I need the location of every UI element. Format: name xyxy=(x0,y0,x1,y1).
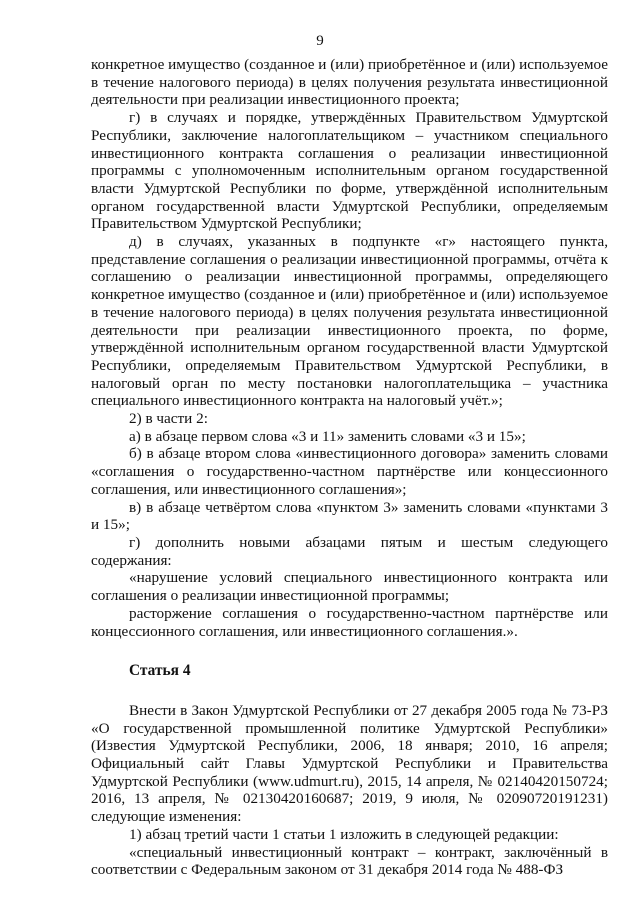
paragraph: «специальный инвестиционный контракт – контракт, заключённый в соответствии с Федеральным законом от 31 декабря 2014 года № 488-ФЗ xyxy=(91,843,608,879)
text-block-before xyxy=(91,56,608,640)
page-number: 9 xyxy=(316,33,324,49)
paragraph: Внести в Закон Удмуртской Республики от 27 декабря 2005 года № 73-РЗ «О государственной промышленной политике Удмуртской Республики» (Известия Удмуртской Республики, 2006, 18 января; 2010, 16 апреля; Официальный сайт Главы Удмуртской Республики и Правительства Удмуртской Республики (www.udmurt.ru), 2015, 14 апреля, № 02140420150724; 2016, 13 апреля, № 02130420160687; 2019, 9 июля, № 02090720191231) следующие изменения: xyxy=(91,701,608,826)
paragraph: г) в случаях и порядке, утверждённых Правительством Удмуртской Республики, заключение налогоплательщиком – участником специального инвестиционного контракта соглашения о реализации инвестиционной программы с уполномоченным исполнительным органом государственной власти Удмуртской Республики по форме, утверждённой исполнительным органом государственной власти Удмуртской Республики, определяемым Правительством Удмуртской Республики; xyxy=(91,109,608,233)
paragraph: а) в абзаце первом слова «3 и 11» заменить словами «3 и 15»; xyxy=(129,427,526,445)
article-heading: Статья 4 xyxy=(129,662,191,680)
paragraph: б) в абзаце втором слова «инвестиционного договора» заменить словами «соглашения о государственно-частном партнёрстве или концессионного соглашения, или инвестиционного соглашения»; xyxy=(91,445,608,498)
text-block-after xyxy=(91,702,608,879)
paragraph: расторжение соглашения о государственно-частном партнёрстве или концессионного соглашения, или инвестиционного соглашения.». xyxy=(91,604,608,640)
paragraph: д) в случаях, указанных в подпункте «г» настоящего пункта, представление соглашения о реализации инвестиционной программы, отчёта к соглашению о реализации инвестиционной программы, определяющего конкретное имущество (созданное и (или) приобретённое и (или) используемое в течение налогового периода) в целях получения результата инвестиционной деятельности при реализации инвестиционного проекта, по форме, утверждённой исполнительным органом государственной власти Удмуртской Республики, определяемым Правительством Удмуртской Республики, в налоговый орган по месту постановки налогоплательщика – участника специального инвестиционного контракта на налоговый учёт.»; xyxy=(91,233,608,410)
paragraph: конкретное имущество (созданное и (или) приобретённое и (или) используемое в течение налогового периода) в целях получения результата инвестиционной деятельности при реализации инвестиционного проекта; xyxy=(91,56,608,109)
paragraph: 1) абзац третий части 1 статьи 1 изложить в следующей редакции: xyxy=(129,825,559,843)
document-body xyxy=(91,56,608,879)
paragraph: 2) в части 2: xyxy=(129,410,208,428)
paragraph: г) дополнить новыми абзацами пятым и шестым следующего содержания: xyxy=(91,533,608,569)
paragraph: «нарушение условий специального инвестиционного контракта или соглашения о реализации инвестиционной программы; xyxy=(91,569,608,605)
paragraph: в) в абзаце четвёртом слова «пунктом 3» заменить словами «пунктами 3 и 15»; xyxy=(91,498,608,534)
